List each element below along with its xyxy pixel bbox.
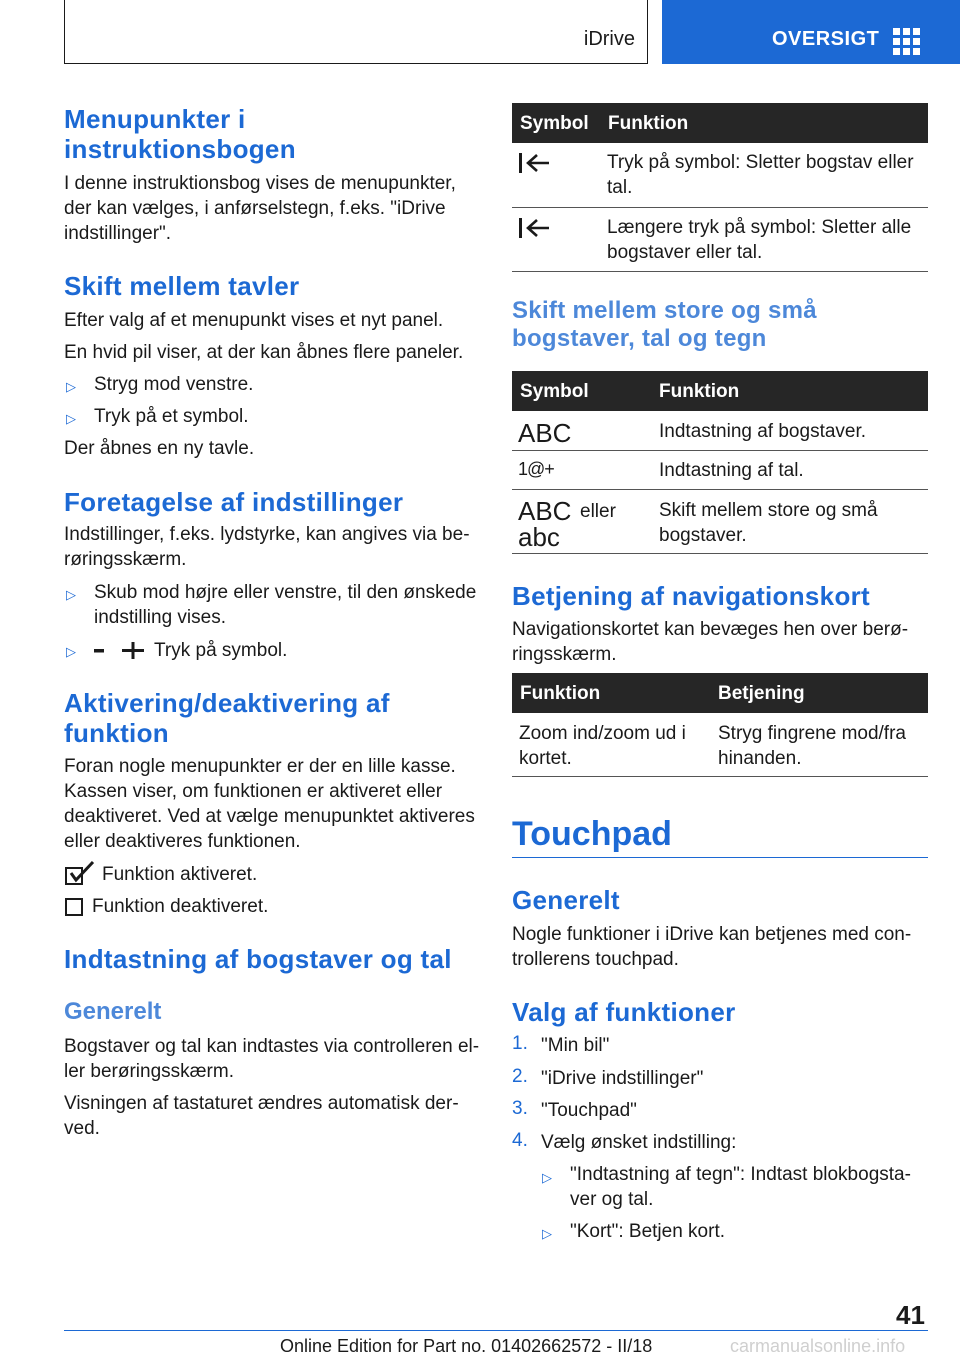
sub-bullet-1: "Indtastning af tegn": Indtast blokbogsta- ver og tal. xyxy=(570,1164,911,1210)
sub-bullet-2: "Kort": Betjen kort. xyxy=(570,1221,725,1242)
bullet-triangle-icon: ▷ xyxy=(66,587,76,602)
switch-text-1: Efter valg af et menupunkt vises et nyt panel. xyxy=(64,310,444,331)
nav-text: Navigationskortet kan bevæges hen over berø- ringsskærm. xyxy=(512,619,909,665)
edition-text: Online Edition for Part no. 01402662572 - II/18 xyxy=(280,1336,653,1356)
heading-input: Indtastning af bogstaver og tal xyxy=(64,944,452,974)
deactivated-text: Funktion deaktiveret. xyxy=(92,896,269,917)
heading-switch-panels: Skift mellem tavler xyxy=(64,271,300,301)
heading-select-functions: Valg af funktioner xyxy=(512,997,736,1027)
grid-icon[interactable] xyxy=(893,28,921,54)
settings-bullet-2: Tryk på symbol. xyxy=(154,640,288,661)
or-text: eller xyxy=(580,501,616,522)
table-row-divider xyxy=(512,776,928,777)
table-row-divider xyxy=(512,271,928,272)
heading-settings: Foretagelse af indstillinger xyxy=(64,487,404,517)
header-frame xyxy=(64,0,648,64)
table-row-divider xyxy=(512,553,928,554)
heading-general-right: Generelt xyxy=(512,885,620,915)
settings-text: Indstillinger, f.eks. lydstyrke, kan angives via be- røringsskærm. xyxy=(64,524,470,570)
heading-menu-items: Menupunkter i instruktionsbogen xyxy=(64,104,296,164)
table2-row2-text: Indtastning af tal. xyxy=(659,460,804,481)
activate-text: Foran nogle menupunkter er der en lille kasse. Kassen viser, om funktionen er aktiveret eller deaktiveret. Ved at vælge menupunktet aktiveres eller deaktiveres funktionen. xyxy=(64,756,475,852)
watermark: carmanualsonline.info xyxy=(730,1336,906,1356)
backspace-arrow-icon xyxy=(518,151,552,177)
heading-activate: Aktivering/deaktivering af funktion xyxy=(64,688,390,748)
abc-upper-symbol: ABC xyxy=(518,496,572,526)
table-row-divider xyxy=(512,207,928,208)
table1-row1-text: Tryk på symbol: Sletter bogstav eller tal. xyxy=(607,152,914,198)
switch-text-2: En hvid pil viser, at der kan åbnes flere paneler. xyxy=(64,342,464,363)
step-text: "Min bil" xyxy=(541,1035,610,1056)
general-text-2: Visningen af tastaturet ændres automatisk der- ved. xyxy=(64,1093,459,1139)
checkbox-empty-icon xyxy=(64,896,86,918)
bullet-triangle-icon: ▷ xyxy=(66,644,76,659)
switch-text-3: Der åbnes en ny tavle. xyxy=(64,438,255,459)
table3-row1-col1: Zoom ind/zoom ud i kortet. xyxy=(519,723,686,769)
backspace-arrow-icon xyxy=(518,216,552,242)
table-row-divider xyxy=(512,489,928,490)
touchpad-general-text: Nogle funktioner i iDrive kan betjenes med con- trollerens touchpad. xyxy=(512,924,912,970)
table2-header: Symbol Funktion xyxy=(512,371,928,411)
table-row-divider xyxy=(512,450,928,451)
table1-row2-text: Længere tryk på symbol: Sletter alle bogstaver eller tal. xyxy=(607,217,912,263)
table1-header: Symbol Funktion xyxy=(512,103,928,143)
step-text: "Touchpad" xyxy=(541,1100,637,1121)
section-title: iDrive xyxy=(583,28,635,50)
general-text-1: Bogstaver og tal kan indtastes via controlleren el- ler berøringsskærm. xyxy=(64,1036,480,1082)
bullet-triangle-icon: ▷ xyxy=(66,411,76,426)
abc-upper-symbol: ABC xyxy=(518,418,572,448)
switch-bullet-2: Tryk på et symbol. xyxy=(94,406,249,427)
footer-rule xyxy=(64,1330,928,1331)
table2-row3-text: Skift mellem store og små bogstaver. xyxy=(659,500,878,546)
table2-row1-text: Indtastning af bogstaver. xyxy=(659,421,867,442)
step-number: 1. xyxy=(512,1033,528,1054)
overview-nav-label[interactable]: OVERSIGT xyxy=(772,28,880,50)
step-number: 2. xyxy=(512,1066,528,1087)
switch-bullet-1: Stryg mod venstre. xyxy=(94,374,254,395)
step-text: Vælg ønsket indstilling: xyxy=(541,1132,737,1153)
heading-switch-case: Skift mellem store og små bogstaver, tal og tegn xyxy=(512,297,817,352)
table3-row1-col2: Stryg fingrene mod/fra hinanden. xyxy=(718,723,906,769)
bullet-triangle-icon: ▷ xyxy=(542,1226,552,1241)
activated-text: Funktion aktiveret. xyxy=(102,864,258,885)
page-number: 41 xyxy=(896,1300,925,1330)
heading-nav-map: Betjening af navigationskort xyxy=(512,581,871,611)
abc-lower-symbol: abc xyxy=(518,522,560,552)
table3-header: Funktion Betjening xyxy=(512,673,928,713)
minus-plus-icon xyxy=(92,642,146,660)
numbers-symbol: 1@+ xyxy=(518,459,554,479)
step-text: "iDrive indstillinger" xyxy=(541,1068,704,1089)
settings-bullet-1: Skub mod højre eller venstre, til den ønskede indstilling vises. xyxy=(94,582,477,628)
chapter-title-touchpad: Touchpad xyxy=(512,815,672,853)
bullet-triangle-icon: ▷ xyxy=(66,379,76,394)
step-number: 3. xyxy=(512,1098,528,1119)
step-number: 4. xyxy=(512,1130,528,1151)
heading-general-left: Generelt xyxy=(64,998,162,1025)
title-underline xyxy=(512,857,928,858)
checkbox-checked-icon xyxy=(64,860,96,886)
menu-items-text: I denne instruktionsbog vises de menupunkter, der kan vælges, i anførselstegn, f.eks. "iDrive indstillinger". xyxy=(64,173,456,244)
bullet-triangle-icon: ▷ xyxy=(542,1170,552,1185)
